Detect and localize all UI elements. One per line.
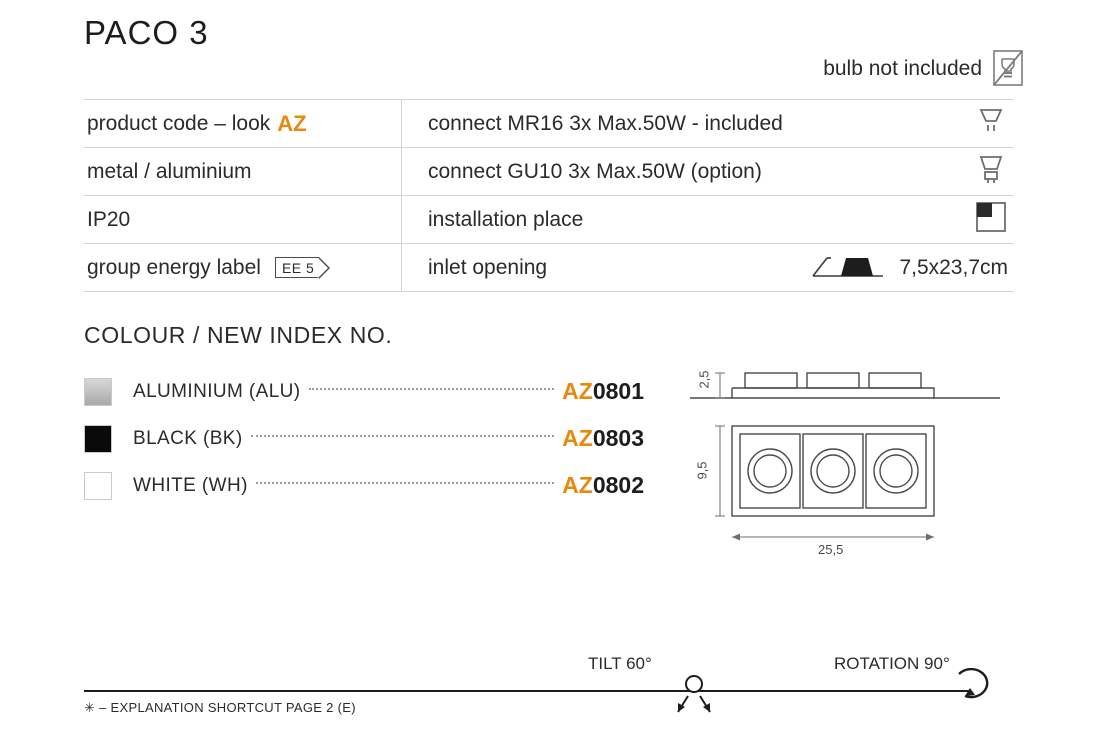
tilt-icon bbox=[654, 672, 734, 720]
no-bulb-icon bbox=[990, 48, 1026, 88]
colour-name: ALUMINIUM (ALU) bbox=[133, 380, 301, 402]
spec-right-cell bbox=[402, 244, 1014, 291]
bulb-not-included-label: bulb not included bbox=[823, 57, 982, 80]
list-item bbox=[84, 415, 644, 462]
list-item bbox=[84, 462, 644, 509]
colour-section-heading: COLOUR / NEW INDEX NO. bbox=[84, 322, 393, 348]
rotation-label: ROTATION 90° bbox=[834, 654, 950, 673]
dim-width: 25,5 bbox=[818, 542, 844, 557]
technical-drawing bbox=[690, 365, 1020, 565]
page-title: PACO 3 bbox=[84, 14, 209, 51]
colour-code-prefix: AZ bbox=[562, 472, 593, 498]
spec-left-cell bbox=[84, 148, 402, 195]
dim-side-height: 2,5 bbox=[696, 370, 712, 389]
footer-note: ✳ – EXPLANATION SHORTCUT PAGE 2 (E) bbox=[84, 700, 356, 715]
colour-code bbox=[562, 472, 644, 499]
table-row bbox=[84, 196, 1014, 244]
material-label: metal / aluminium bbox=[87, 159, 252, 183]
colour-list bbox=[84, 368, 644, 509]
spec-left-cell bbox=[84, 100, 402, 147]
mr16-bulb-icon bbox=[974, 103, 1008, 145]
gu10-bulb-icon bbox=[974, 151, 1008, 193]
colour-swatch-aluminium bbox=[84, 378, 112, 406]
list-item bbox=[84, 368, 644, 415]
dot-leader bbox=[309, 388, 555, 390]
ip-rating-label: IP20 bbox=[87, 207, 131, 231]
colour-swatch-white bbox=[84, 472, 112, 500]
connect-gu10-label: connect GU10 3x Max.50W (option) bbox=[428, 159, 762, 183]
rotation-icon bbox=[955, 668, 999, 708]
table-row bbox=[84, 244, 1014, 292]
spec-right-cell bbox=[402, 148, 1014, 195]
spec-table bbox=[84, 99, 1014, 292]
connect-mr16-label: connect MR16 3x Max.50W - included bbox=[428, 111, 783, 135]
colour-name: BLACK (BK) bbox=[133, 427, 243, 449]
table-row bbox=[84, 100, 1014, 148]
energy-label-badge bbox=[275, 256, 330, 279]
inlet-opening-value: 7,5x23,7cm bbox=[899, 255, 1008, 279]
spec-left-cell bbox=[84, 196, 402, 243]
energy-label-value: EE 5 bbox=[275, 257, 319, 278]
installation-place-label: installation place bbox=[428, 207, 584, 231]
footer-divider bbox=[84, 690, 970, 692]
energy-label-label: group energy label bbox=[87, 255, 261, 279]
dot-leader bbox=[256, 482, 554, 484]
dim-front-height: 9,5 bbox=[694, 461, 710, 480]
colour-swatch-black bbox=[84, 425, 112, 453]
colour-code-number: 0802 bbox=[592, 472, 644, 498]
colour-name: WHITE (WH) bbox=[133, 474, 248, 496]
colour-code bbox=[562, 425, 644, 452]
colour-code bbox=[562, 378, 644, 405]
colour-code-prefix: AZ bbox=[562, 425, 593, 451]
dot-leader bbox=[251, 435, 555, 437]
spec-left-cell bbox=[84, 244, 402, 291]
product-code-label: product code – look bbox=[87, 111, 271, 135]
colour-code-number: 0801 bbox=[592, 378, 644, 404]
spec-right-cell bbox=[402, 196, 1014, 243]
table-row bbox=[84, 148, 1014, 196]
spec-right-cell bbox=[402, 100, 1014, 147]
inlet-opening-icon bbox=[811, 250, 885, 286]
inlet-opening-group bbox=[811, 250, 1008, 286]
inlet-opening-label: inlet opening bbox=[428, 255, 548, 279]
tilt-label: TILT 60° bbox=[588, 654, 652, 673]
product-code-value: AZ bbox=[277, 110, 307, 136]
colour-code-prefix: AZ bbox=[562, 378, 593, 404]
ceiling-recessed-icon bbox=[974, 200, 1008, 240]
colour-code-number: 0803 bbox=[592, 425, 644, 451]
energy-label-arrow bbox=[319, 257, 330, 279]
